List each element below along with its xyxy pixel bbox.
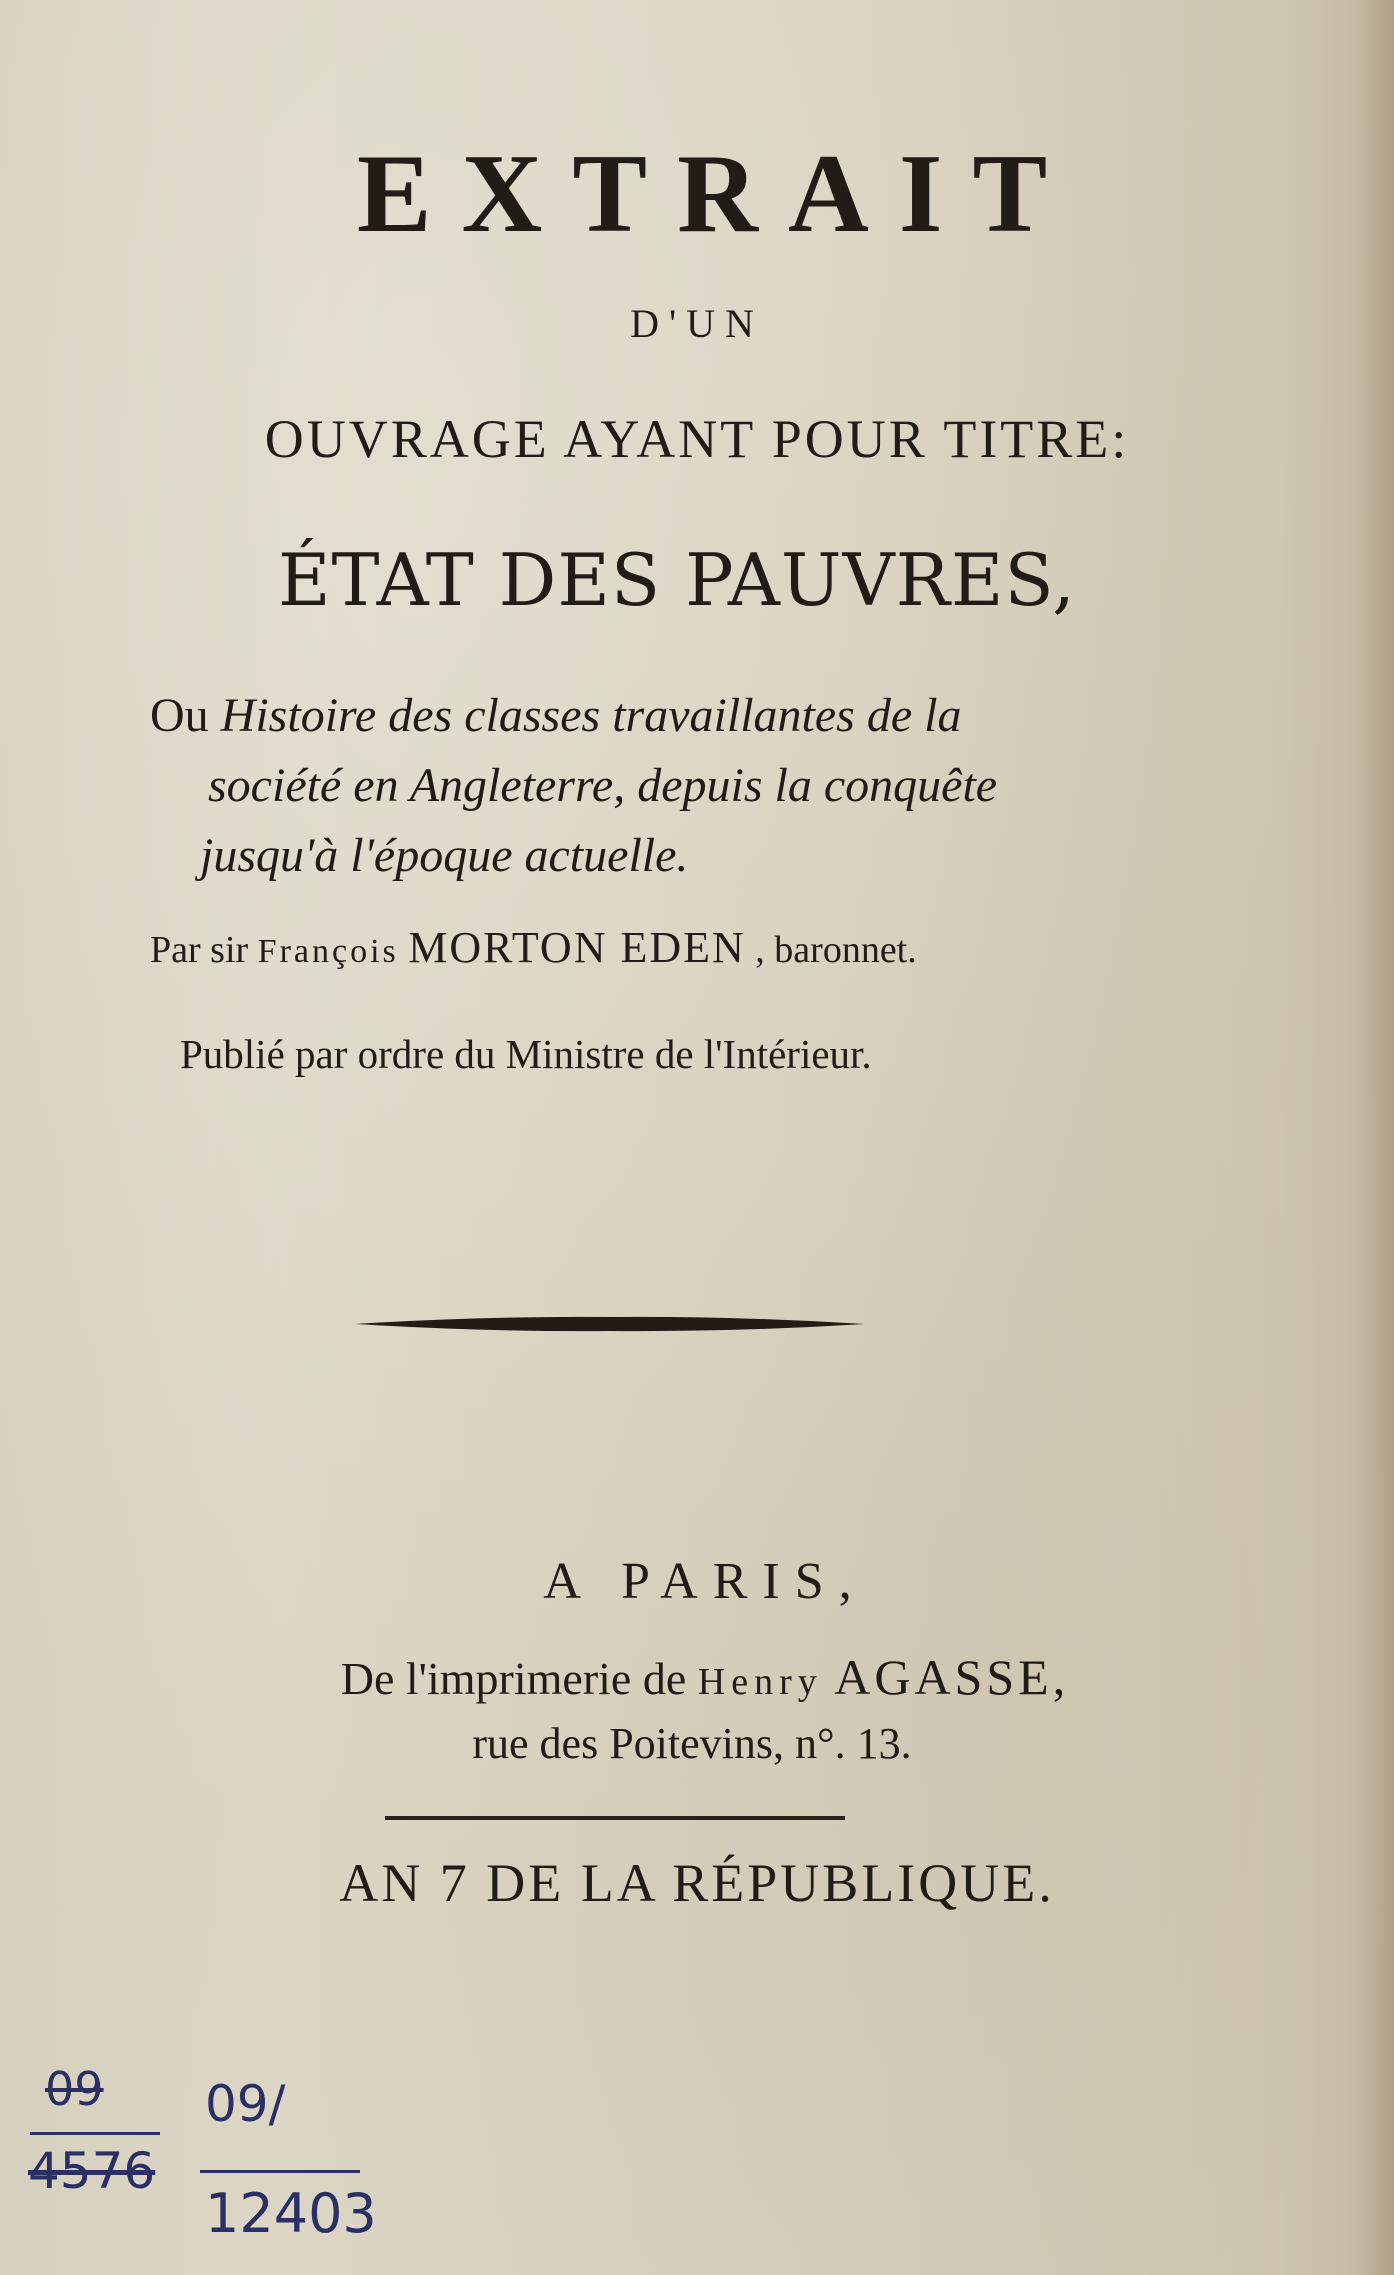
imprint-city: A PARIS, (543, 1553, 867, 1610)
imprint-address: rue des Poitevins, n°. 13. (472, 1719, 912, 1768)
author-surname: MORTON EDEN (408, 923, 746, 972)
manuscript-mark-2: 09/ (205, 2075, 286, 2133)
title-ouvrage-line: OUVRAGE AYANT POUR TITRE: (264, 409, 1130, 469)
title-dun: D'UN (630, 301, 764, 346)
horizontal-rule (385, 1816, 845, 1820)
imprint-prefix: De l'imprimerie de (340, 1653, 687, 1704)
imprint-printer-first: Henry (697, 1661, 823, 1703)
book-title-extrait: EXTRAIT (356, 132, 1078, 256)
imprint-printer-line (8, 1648, 1394, 1706)
subtitle-ou: Ou (150, 689, 209, 742)
subtitle-line-3: jusqu'à l'époque actuelle. (200, 829, 689, 882)
publication-date: AN 7 DE LA RÉPUBLIQUE. (339, 1853, 1055, 1913)
imprint-printer-last: AGASSE, (834, 1649, 1070, 1705)
author-first-name: François (257, 933, 399, 970)
author-par: Par sir (150, 929, 249, 971)
published-by-line: Publié par ordre du Ministre de l'Intérieur. (180, 1031, 872, 1077)
subtitle-line-1 (150, 688, 961, 743)
manuscript-mark-4: 12403 (205, 2182, 377, 2245)
main-title: ÉTAT DES PAUVRES, (277, 538, 1077, 622)
subtitle-line-2: société en Angleterre, depuis la conquête (208, 759, 998, 812)
author-title: , baronnet. (755, 929, 917, 971)
decorative-tapered-rule (355, 1312, 865, 1336)
subtitle-italic-1: Histoire des classes travaillantes de la (220, 689, 962, 742)
manuscript-underline-2 (200, 2170, 360, 2173)
manuscript-underline-1 (30, 2132, 160, 2135)
manuscript-mark-1: 09 (45, 2062, 104, 2116)
author-line (150, 922, 917, 973)
manuscript-mark-3: 4576 (28, 2142, 156, 2200)
